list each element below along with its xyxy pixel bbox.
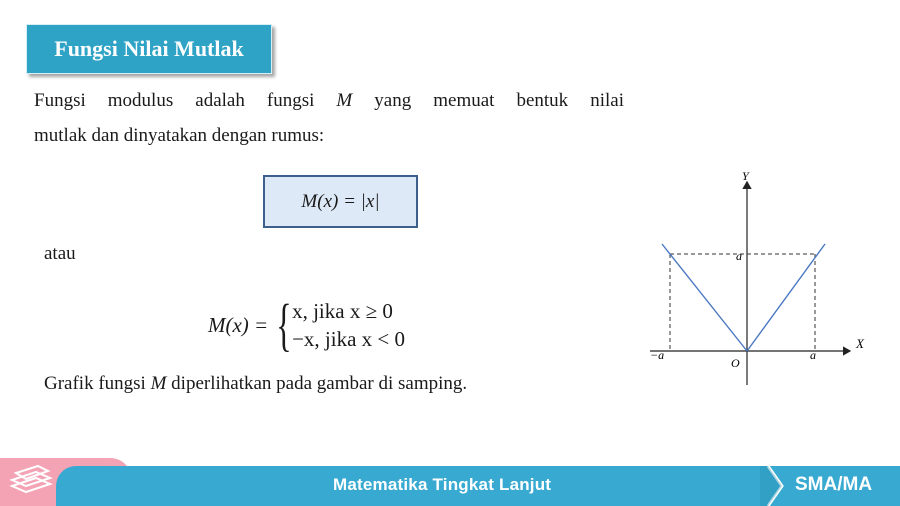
footer-subject: Matematika Tingkat Lanjut <box>333 475 552 494</box>
book-stack-icon <box>6 458 56 498</box>
piecewise-formula <box>208 292 406 357</box>
piecewise-lhs: M(x) = <box>208 312 269 337</box>
slide-title: Fungsi Nilai Mutlak <box>54 36 244 61</box>
case-1: x, jika x ≥ 0 <box>292 299 393 323</box>
formula-box <box>263 175 418 228</box>
a-positive-label: a <box>810 348 816 362</box>
footer <box>0 452 900 506</box>
atau-text: atau <box>44 243 76 264</box>
piecewise-cases <box>292 297 405 353</box>
case-2: −x, jika x < 0 <box>292 327 406 351</box>
brace-symbol: { <box>276 292 292 357</box>
a-negative-label: −a <box>650 348 665 362</box>
formula-rhs: |x| <box>360 190 380 212</box>
graph-right-branch <box>747 244 825 351</box>
intro-line-2: mutlak dan dinyatakan dengan rumus: <box>34 125 325 146</box>
absolute-value-graph <box>640 160 880 390</box>
origin-label: O <box>731 356 740 370</box>
footer-level: SMA/MA <box>795 474 873 495</box>
graph-left-branch <box>662 244 747 351</box>
graph-caption: Grafik fungsi M diperlihatkan pada gambar di samping. <box>44 373 468 394</box>
formula-lhs: M(x) = <box>301 190 361 212</box>
x-axis-label: X <box>856 336 864 351</box>
a-top-label: a <box>736 249 742 263</box>
intro-line-1: Fungsi modulus adalah fungsi M yang memuat bentuk nilai <box>34 90 624 111</box>
slide-title-box <box>26 24 272 74</box>
y-axis-label: Y <box>742 169 749 183</box>
